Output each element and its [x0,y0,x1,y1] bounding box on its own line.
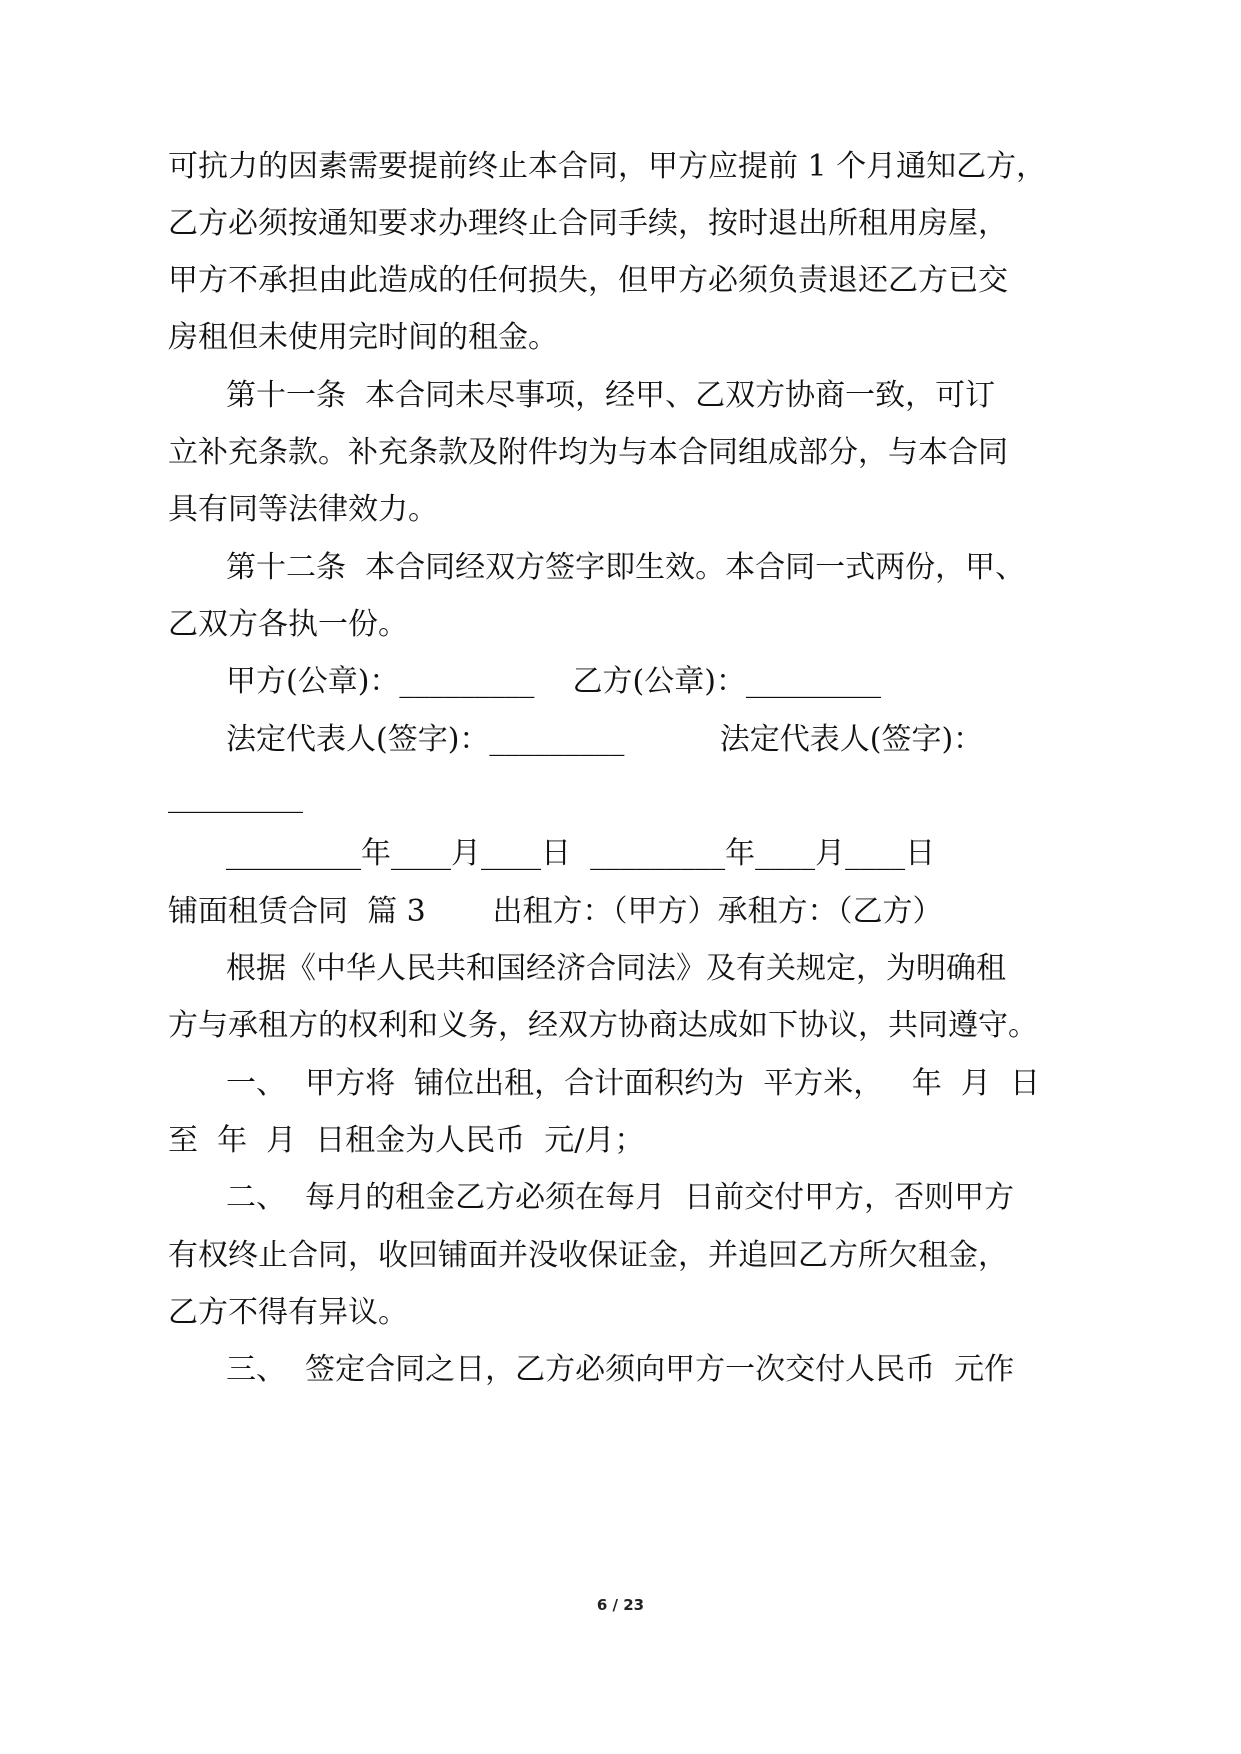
text-line: 立补充条款。补充条款及附件均为与本合同组成部分，与本合同 [168,435,1008,470]
contract-heading: 铺面租赁合同 篇 3 出租方：（甲方）承租方：（乙方） [168,894,943,929]
text-line: 根据《中华人民共和国经济合同法》及有关规定，为明确租 [226,951,1006,986]
text-line: 二、 每月的租金乙方必须在每月 日前交付甲方，否则甲方 [226,1180,1015,1215]
text-line: 可抗力的因素需要提前终止本合同，甲方应提前 1 个月通知乙方， [168,149,1047,184]
text-line: 第十一条 本合同未尽事项，经甲、乙双方协商一致，可订 [226,378,996,413]
text-line: 一、 甲方将 铺位出租，合计面积约为 平方米， 年 月 日 [226,1066,1040,1101]
date-line: _________年____月____日 _________年____月____日 [226,836,936,871]
text-line: 第十二条 本合同经双方签字即生效。本合同一式两份，甲、 [226,550,1026,585]
text-line: 至 年 月 日租金为人民币 元/月； [168,1123,645,1158]
page-number: 6 / 23 [596,1596,645,1614]
text-line: 方与承租方的权利和义务，经双方协商达成如下协议，共同遵守。 [168,1008,1038,1043]
text-line: 具有同等法律效力。 [168,492,438,527]
text-line: 甲方不承担由此造成的任何损失，但甲方必须负责退还乙方已交 [168,263,1008,298]
signature-line: _________ [168,779,303,814]
text-line: 三、 签定合同之日，乙方必须向甲方一次交付人民币 元作 [226,1352,1015,1387]
signature-line: 法定代表人(签字)：_________ 法定代表人(签字)： [226,722,984,757]
signature-line: 甲方(公章)：_________ 乙方(公章)：_________ [226,664,881,699]
text-line: 有权终止合同，收回铺面并没收保证金，并追回乙方所欠租金， [168,1238,1008,1273]
text-line: 房租但未使用完时间的租金。 [168,320,558,355]
text-line: 乙方必须按通知要求办理终止合同手续，按时退出所租用房屋， [168,206,1008,241]
text-line: 乙方不得有异议。 [168,1295,408,1330]
text-line: 乙双方各执一份。 [168,607,408,642]
